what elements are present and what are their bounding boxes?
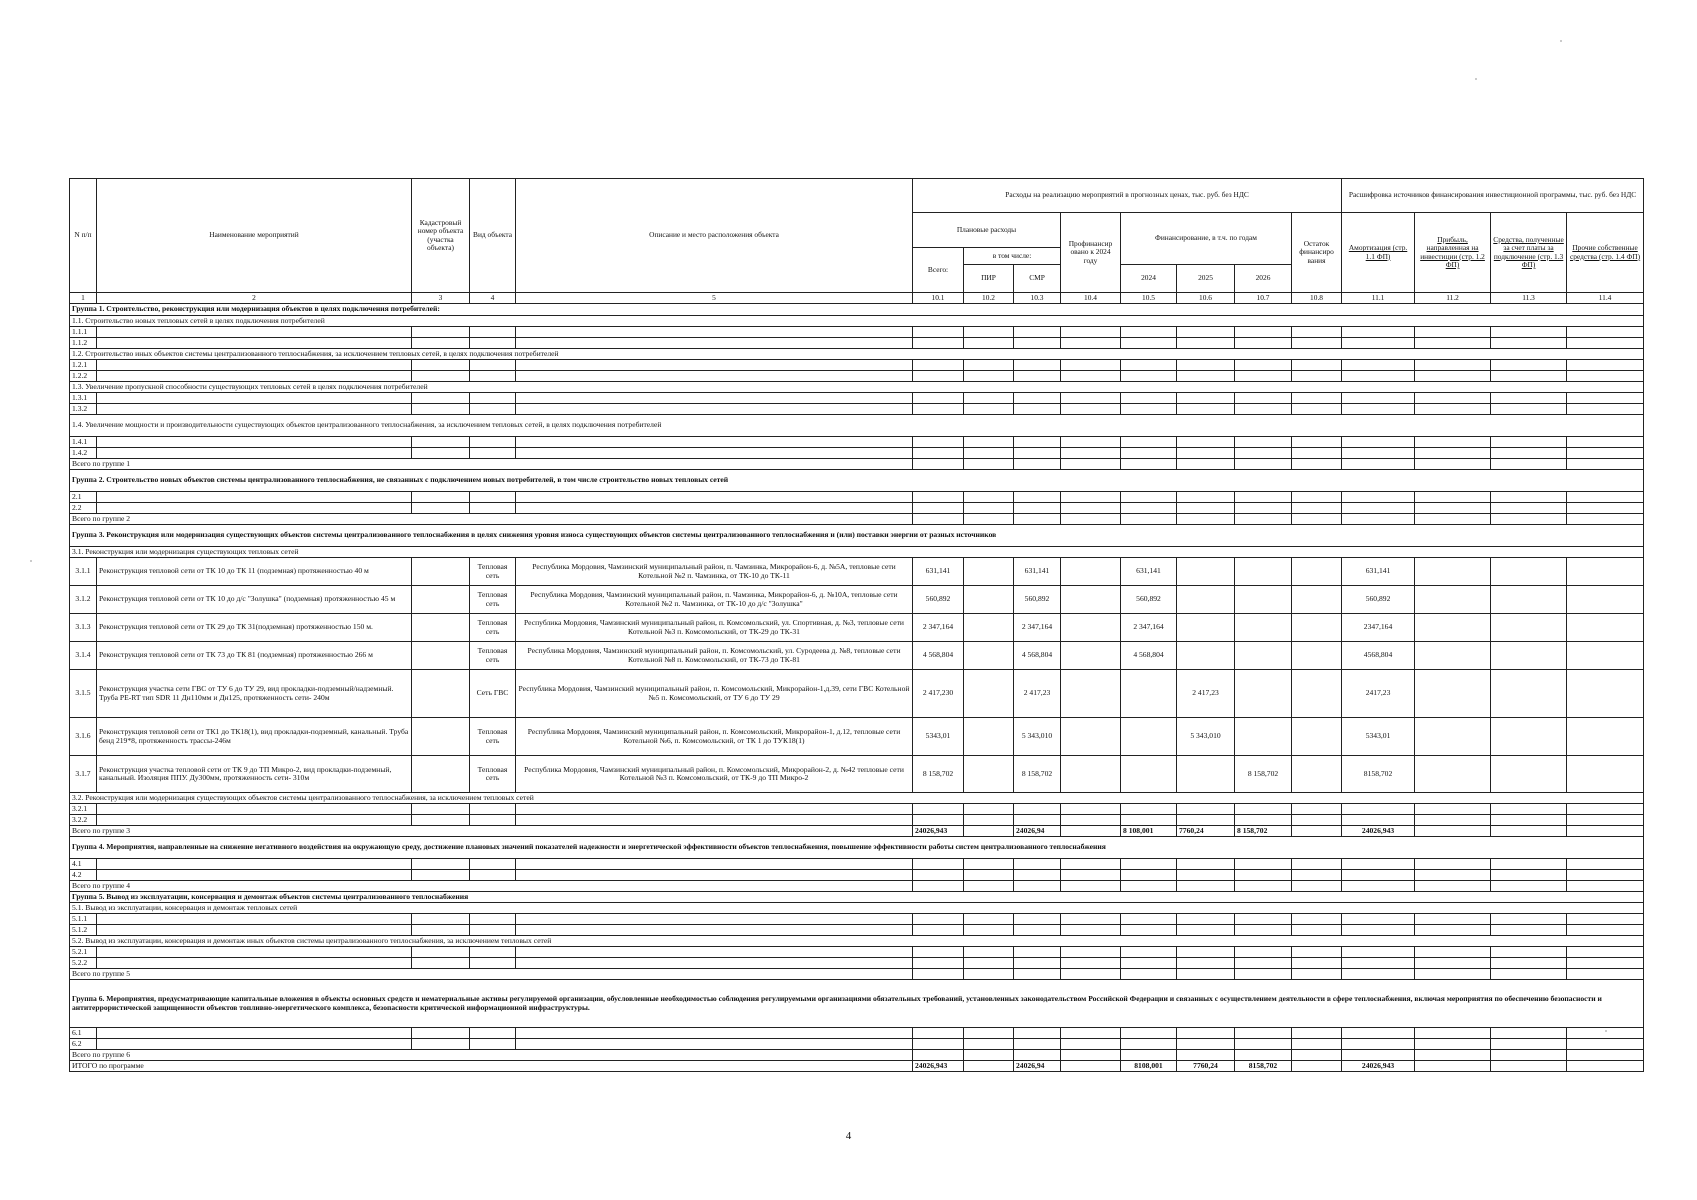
header-profit: Прибыль, направленная на инвестиции (стр. 1.2 ФП) <box>1415 213 1491 293</box>
table-row <box>70 914 1644 925</box>
col-num: 10.5 <box>1121 293 1177 304</box>
row-num: 6.2 <box>70 1039 97 1050</box>
col-num: 11.2 <box>1415 293 1491 304</box>
item-description: Республика Мордовия, Чамзинский муниципальный район, п. Комсомольский, Микрорайон-1, д.12, тепловые сети Котельной №6, п. Комсомольский, от ТК 1 до ТУК18(1) <box>516 718 913 756</box>
item-amortization: 5343,01 <box>1342 718 1415 756</box>
group-6-heading: Группа 6. Мероприятия, предусматривающие капитальные вложения в объекты основных средств и нематериальные активы регулируемой организации, обусловленные необходимостью соблюдения регулируемыми организациями обязательных требований, установленных законодательством Российской Федерации и связанных с осуществлением деятельности в сфере теплоснабжения, включая мероприятия по обеспечению безопасности и антитеррористической защищенности объектов топливно-энергетического комплекса, безопасности критической информационной инфраструктуры. <box>70 980 1644 1028</box>
header-prefinanced: Профинансир овано к 2024 году <box>1061 213 1121 293</box>
item-smr: 5 343,010 <box>1014 718 1061 756</box>
item-description: Республика Мордовия, Чамзинский муниципальный район, п. Комсомольский, ул. Суродеева д. №8, тепловые сети Котельной №8 п. Комсомольский, от ТК-73 до ТК-81 <box>516 642 913 670</box>
item-total: 560,892 <box>913 586 964 614</box>
col-num: 10.6 <box>1177 293 1235 304</box>
subgroup-1-2-heading: 1.2. Строительство иных объектов системы централизованного теплоснабжения, за исключением тепловых сетей, в целях подключения потребителей <box>70 349 1644 360</box>
item-amortization: 2417,23 <box>1342 670 1415 718</box>
table-row <box>70 360 1644 371</box>
column-number-row <box>70 293 1644 304</box>
row-num: 2.2 <box>70 503 97 514</box>
table-row <box>70 492 1644 503</box>
group-3-amortization: 24026,943 <box>1342 826 1415 837</box>
investment-program-sheet <box>69 178 1643 1072</box>
header-sources-group: Расшифровка источников финансирования инвестиционной программы, тыс. руб. без НДС <box>1342 179 1644 213</box>
table-row <box>70 859 1644 870</box>
col-num: 5 <box>516 293 913 304</box>
header-smr: СМР <box>1014 265 1061 293</box>
item-name: Реконструкция тепловой сети от ТК 29 до ТК 31(подземная) протяженностью 150 м. <box>97 614 412 642</box>
row-num: 5.2.2 <box>70 958 97 969</box>
group-3-2024: 8 108,001 <box>1121 826 1177 837</box>
item-name: Реконструкция тепловой сети от ТК 10 до ТК 11 (подземная) протяженностью 40 м <box>97 558 412 586</box>
header-connection-fee: Средства, полученные за счет платы за подключение (стр. 1.3 ФП) <box>1491 213 1567 293</box>
scan-speck <box>1475 78 1477 80</box>
table-row <box>70 870 1644 881</box>
item-2026 <box>1235 558 1292 586</box>
col-num: 10.2 <box>964 293 1014 304</box>
header-description: Описание и место расположения объекта <box>516 179 913 293</box>
row-num: 3.2.1 <box>70 804 97 815</box>
item-type: Тепловая сеть <box>470 614 516 642</box>
investment-program-table <box>69 178 1644 1072</box>
header-type: Вид объекта <box>470 179 516 293</box>
subgroup-1-1-heading: 1.1. Строительство новых тепловых сетей в целях подключения потребителей <box>70 316 1644 327</box>
header-total: Всего: <box>913 248 964 293</box>
table-row <box>70 448 1644 459</box>
item-amortization: 8158,702 <box>1342 756 1415 793</box>
table-row <box>70 804 1644 815</box>
item-name: Реконструкция тепловой сети от ТК1 до ТК18(1), вид прокладки-подземный, канальный. Труба бенд 219*8, протяженность трассы-246м <box>97 718 412 756</box>
row-num: 1.3.2 <box>70 404 97 415</box>
col-num: 1 <box>70 293 97 304</box>
table-row <box>70 958 1644 969</box>
row-num: 1.4.1 <box>70 437 97 448</box>
item-2026: 8 158,702 <box>1235 756 1292 793</box>
item-name: Реконструкция участка тепловой сети от ТК 9 до ТП Микро-2, вид прокладки-подземный, канальный. Изоляция ППУ. Ду300мм, протяженность сети- 310м <box>97 756 412 793</box>
table-row <box>70 947 1644 958</box>
group-2-total-label: Всего по группе 2 <box>70 514 913 525</box>
row-num: 3.1.7 <box>70 756 97 793</box>
col-num: 11.3 <box>1491 293 1567 304</box>
header-year-2025: 2025 <box>1177 265 1235 293</box>
item-description: Республика Мордовия, Чамзинский муниципальный район, п. Чамзинка, Микрорайон-6, д. №5А, тепловые сети Котельной №2 п. Чамзинка, от ТК-10 до ТК-11 <box>516 558 913 586</box>
item-type: Тепловая сеть <box>470 718 516 756</box>
row-num: 5.1.1 <box>70 914 97 925</box>
item-amortization: 631,141 <box>1342 558 1415 586</box>
item-2024 <box>1121 670 1177 718</box>
table-row <box>70 614 1644 642</box>
row-num: 4.2 <box>70 870 97 881</box>
item-smr: 2 347,164 <box>1014 614 1061 642</box>
table-row <box>70 404 1644 415</box>
item-name: Реконструкция участка сети ГВС от ТУ 6 до ТУ 29, вид прокладки-подземный/надземный. Труба PE-RT тип SDR 11 Дн110мм и Дн125, протяженность сети- 240м <box>97 670 412 718</box>
item-total: 4 568,804 <box>913 642 964 670</box>
group-5-heading: Группа 5. Вывод из эксплуатации, консервация и демонтаж объектов системы централизованного теплоснабжения <box>70 892 1644 903</box>
item-2025 <box>1177 614 1235 642</box>
table-row <box>70 338 1644 349</box>
scan-speck <box>1560 40 1562 42</box>
page-number: 4 <box>845 1130 852 1142</box>
grand-smr: 24026,94 <box>1014 1061 1061 1072</box>
item-2026 <box>1235 614 1292 642</box>
row-num: 3.1.5 <box>70 670 97 718</box>
table-row <box>70 925 1644 936</box>
item-2024: 4 568,804 <box>1121 642 1177 670</box>
item-2024: 2 347,164 <box>1121 614 1177 642</box>
item-description: Республика Мордовия, Чамзинский муниципальный район, п. Чамзинка, Микрорайон-6, д. №10А, тепловые сети Котельной №2 п. Чамзинка, от ТК-10 до д/с "Золушка" <box>516 586 913 614</box>
row-num: 4.1 <box>70 859 97 870</box>
header-in-total: в том числе: <box>964 248 1061 265</box>
table-row <box>70 327 1644 338</box>
item-2024: 631,141 <box>1121 558 1177 586</box>
item-2024 <box>1121 756 1177 793</box>
header-year-2026: 2026 <box>1235 265 1292 293</box>
item-2026 <box>1235 586 1292 614</box>
col-num: 10.7 <box>1235 293 1292 304</box>
item-amortization: 560,892 <box>1342 586 1415 614</box>
grand-total: 24026,943 <box>913 1061 964 1072</box>
item-smr: 8 158,702 <box>1014 756 1061 793</box>
row-num: 3.1.3 <box>70 614 97 642</box>
row-num: 2.1 <box>70 492 97 503</box>
row-num: 5.1.2 <box>70 925 97 936</box>
col-num: 4 <box>470 293 516 304</box>
subgroup-5-1-heading: 5.1. Вывод из эксплуатации, консервация и демонтаж тепловых сетей <box>70 903 1644 914</box>
col-num: 10.3 <box>1014 293 1061 304</box>
item-total: 5343,01 <box>913 718 964 756</box>
item-2024 <box>1121 718 1177 756</box>
header-financing: Финансирование, в т.ч. по годам <box>1121 213 1292 265</box>
item-total: 8 158,702 <box>913 756 964 793</box>
item-2025 <box>1177 642 1235 670</box>
item-2024: 560,892 <box>1121 586 1177 614</box>
item-total: 2 347,164 <box>913 614 964 642</box>
item-2025 <box>1177 756 1235 793</box>
item-2025 <box>1177 558 1235 586</box>
item-description: Республика Мордовия, Чамзинский муниципальный район, п. Комсомольский, Микрорайон-1,д.39, сети ГВС Котельной №5 п. Комсомольский, от ТУ 6 до ТУ 29 <box>516 670 913 718</box>
item-amortization: 2347,164 <box>1342 614 1415 642</box>
group-3-2026: 8 158,702 <box>1235 826 1292 837</box>
row-num: 3.1.1 <box>70 558 97 586</box>
group-1-heading: Группа 1. Строительство, реконструкция или модернизация объектов в целях подключения потребителей: <box>70 304 1644 316</box>
row-num: 1.2.1 <box>70 360 97 371</box>
table-row <box>70 558 1644 586</box>
group-4-total-label: Всего по группе 4 <box>70 881 913 892</box>
subgroup-1-3-heading: 1.3. Увеличение пропускной способности существующих тепловых сетей в целях подключения потребителей <box>70 382 1644 393</box>
item-2026 <box>1235 718 1292 756</box>
table-row <box>70 1028 1644 1039</box>
header-expenses-group: Расходы на реализацию мероприятий в прогнозных ценах, тыс. руб. без НДС <box>913 179 1342 213</box>
table-row <box>70 586 1644 614</box>
row-num: 1.2.2 <box>70 371 97 382</box>
row-num: 3.2.2 <box>70 815 97 826</box>
subgroup-3-2-heading: 3.2. Реконструкция или модернизация существующих объектов системы централизованного теплоснабжения, за исключением тепловых сетей <box>70 793 1644 804</box>
header-pir: ПИР <box>964 265 1014 293</box>
row-num: 3.1.4 <box>70 642 97 670</box>
item-type: Тепловая сеть <box>470 558 516 586</box>
table-row <box>70 371 1644 382</box>
group-4-heading: Группа 4. Мероприятия, направленные на снижение негативного воздействия на окружающую среду, достижение плановых значений показателей надежности и энергетической эффективности объектов теплоснабжения, повышение эффективности работы систем централизованного теплоснабжения <box>70 837 1644 859</box>
item-name: Реконструкция тепловой сети от ТК 73 до ТК 81 (подземная) протяженностью 266 м <box>97 642 412 670</box>
item-smr: 4 568,804 <box>1014 642 1061 670</box>
grand-total-row <box>70 1061 1644 1072</box>
item-2025: 5 343,010 <box>1177 718 1235 756</box>
group-1-total-label: Всего по группе 1 <box>70 459 913 470</box>
item-type: Сеть ГВС <box>470 670 516 718</box>
grand-total-label: ИТОГО по программе <box>70 1061 913 1072</box>
col-num: 10.8 <box>1292 293 1342 304</box>
col-num: 3 <box>412 293 470 304</box>
item-2026 <box>1235 642 1292 670</box>
row-num: 1.3.1 <box>70 393 97 404</box>
item-total: 631,141 <box>913 558 964 586</box>
scan-speck <box>30 560 32 562</box>
table-row <box>70 642 1644 670</box>
scan-speck <box>1605 1030 1607 1032</box>
header-num: N п/п <box>70 179 97 293</box>
group-3-smr: 24026,94 <box>1014 826 1061 837</box>
col-num: 11.4 <box>1567 293 1644 304</box>
row-num: 1.4.2 <box>70 448 97 459</box>
item-2026 <box>1235 670 1292 718</box>
item-2025 <box>1177 586 1235 614</box>
group-3-total: 24026,943 <box>913 826 964 837</box>
row-num: 3.1.6 <box>70 718 97 756</box>
subgroup-5-2-heading: 5.2. Вывод из эксплуатации, консервация и демонтаж иных объектов системы централизованного теплоснабжения, за исключением тепловых сетей <box>70 936 1644 947</box>
row-num: 6.1 <box>70 1028 97 1039</box>
table-row <box>70 815 1644 826</box>
item-2025: 2 417,23 <box>1177 670 1235 718</box>
header-other-funds: Прочие собственные средства (стр. 1.4 ФП) <box>1567 213 1644 293</box>
item-type: Тепловая сеть <box>470 642 516 670</box>
header-name: Наименование мероприятий <box>97 179 412 293</box>
group-3-2025: 7760,24 <box>1177 826 1235 837</box>
col-num: 10.4 <box>1061 293 1121 304</box>
row-num: 1.1.2 <box>70 338 97 349</box>
group-3-total-row <box>70 826 1644 837</box>
group-2-heading: Группа 2. Строительство новых объектов системы централизованного теплоснабжения, не связанных с подключением новых потребителей, в том числе строительство новых тепловых сетей <box>70 470 1644 492</box>
table-row <box>70 670 1644 718</box>
group-5-total-label: Всего по группе 5 <box>70 969 913 980</box>
subgroup-3-1-heading: 3.1. Реконструкция или модернизация существующих тепловых сетей <box>70 547 1644 558</box>
group-3-total-label: Всего по группе 3 <box>70 826 913 837</box>
header-amortization: Амортизация (стр. 1.1 ФП) <box>1342 213 1415 293</box>
group-6-total-label: Всего по группе 6 <box>70 1050 913 1061</box>
row-num: 1.1.1 <box>70 327 97 338</box>
col-num: 10.1 <box>913 293 964 304</box>
header-year-2024: 2024 <box>1121 265 1177 293</box>
table-row <box>70 503 1644 514</box>
header-remainder: Остаток финансиро вания <box>1292 213 1342 293</box>
header-planned: Плановые расходы <box>913 213 1061 248</box>
item-smr: 2 417,23 <box>1014 670 1061 718</box>
col-num: 11.1 <box>1342 293 1415 304</box>
item-description: Республика Мордовия, Чамзинский муниципальный район, п. Комсомольский, Микрорайон-2, д. №42 тепловые сети Котельной №3 п. Комсомольский, от ТК-9 до ТП Микро-2 <box>516 756 913 793</box>
group-3-heading: Группа 3. Реконструкция или модернизация существующих объектов системы централизованного теплоснабжения в целях снижения уровня износа существующих объектов системы централизованного теплоснабжения и (или) поставки энергии от разных источников <box>70 525 1644 547</box>
item-name: Реконструкция тепловой сети от ТК 10 до д/с "Золушка" (подземная) протяженностью 45 м <box>97 586 412 614</box>
item-smr: 560,892 <box>1014 586 1061 614</box>
row-num: 3.1.2 <box>70 586 97 614</box>
col-num: 2 <box>97 293 412 304</box>
item-description: Республика Мордовия, Чамзинский муниципальный район, п. Комсомольский, ул. Спортивная, д. №3, тепловые сети Котельной №3 п. Комсомольский, от ТК-29 до ТК-31 <box>516 614 913 642</box>
item-total: 2 417,230 <box>913 670 964 718</box>
grand-2026: 8158,702 <box>1235 1061 1292 1072</box>
table-row <box>70 437 1644 448</box>
item-amortization: 4568,804 <box>1342 642 1415 670</box>
grand-2024: 8108,001 <box>1121 1061 1177 1072</box>
header-cadastral: Кадастровый номер объекта (участка объекта) <box>412 179 470 293</box>
table-row <box>70 718 1644 756</box>
grand-2025: 7760,24 <box>1177 1061 1235 1072</box>
table-row <box>70 1039 1644 1050</box>
subgroup-1-4-heading: 1.4. Увеличение мощности и производительности существующих объектов централизованного теплоснабжения, за исключением тепловых сетей, в целях подключения потребителей <box>70 415 1644 437</box>
table-row <box>70 393 1644 404</box>
item-type: Тепловая сеть <box>470 586 516 614</box>
item-smr: 631,141 <box>1014 558 1061 586</box>
table-row <box>70 756 1644 793</box>
grand-amortization: 24026,943 <box>1342 1061 1415 1072</box>
item-type: Тепловая сеть <box>470 756 516 793</box>
row-num: 5.2.1 <box>70 947 97 958</box>
